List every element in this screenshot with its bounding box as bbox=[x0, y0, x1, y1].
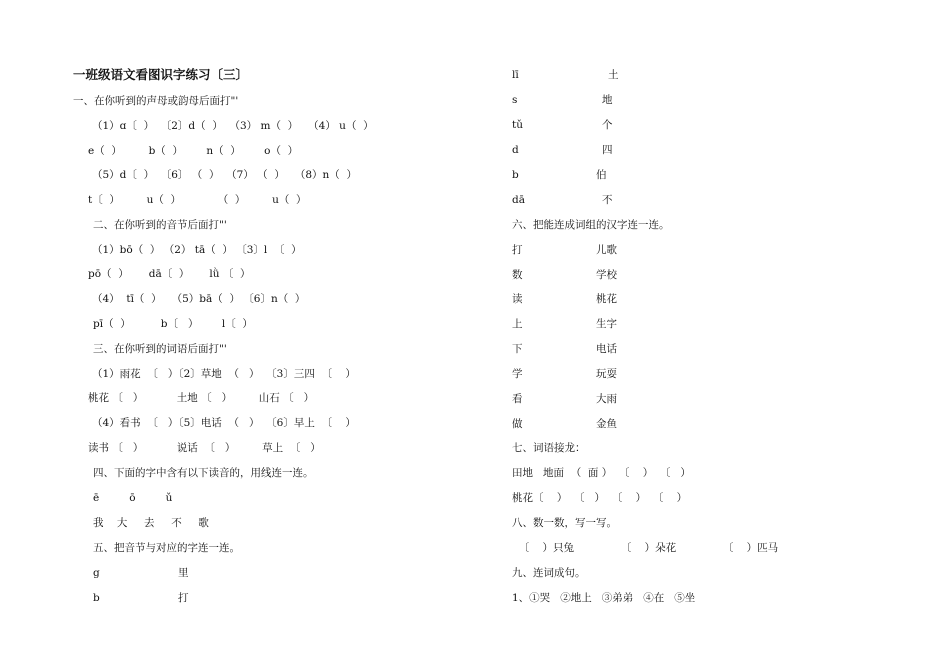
match-right: 地 bbox=[602, 94, 613, 106]
match-right: 大雨 bbox=[596, 393, 617, 405]
match-left: d bbox=[512, 144, 519, 156]
match-right: 儿歌 bbox=[596, 244, 617, 256]
match-right: 不 bbox=[602, 194, 613, 206]
section-1-line: （1）ɑ〔 ） 〔2〕d（ ） （3） m（ ） （4） u（ ） bbox=[92, 120, 374, 132]
match-left: 做 bbox=[512, 418, 523, 430]
section-2-line: （1）bō（ ） （2） tā（ ） 〔3〕l 〔 ） bbox=[92, 244, 302, 256]
section-1-heading: 一、在你听到的声母或韵母后面打"' bbox=[73, 95, 239, 107]
match-right: 金鱼 bbox=[596, 418, 617, 430]
section-9-heading: 九、连词成句。 bbox=[512, 567, 586, 579]
section-3-line: 读书 〔 ） 说话 〔 ） 草上 〔 ） bbox=[88, 442, 321, 454]
match-left: b bbox=[512, 169, 519, 181]
section-2-line: （4） tī（ ） （5）bā（ ） 〔6〕n（ ） bbox=[92, 293, 306, 305]
section-4-sounds: ē ō ǔ bbox=[93, 492, 173, 504]
match-left: 数 bbox=[512, 269, 523, 281]
section-4-heading: 四、下面的字中含有以下读音的，用线连一连。 bbox=[93, 467, 314, 479]
section-3-heading: 三、在你听到的词语后面打"' bbox=[93, 343, 227, 355]
section-2-line: pī（ ） b〔 ） l〔 ） bbox=[93, 318, 253, 330]
section-8-heading: 八、数一数，写一写。 bbox=[512, 517, 617, 529]
match-right: 伯 bbox=[596, 169, 607, 181]
section-7-heading: 七、词语接龙： bbox=[512, 442, 586, 454]
match-right: 个 bbox=[602, 119, 613, 131]
section-2-heading: 二、在你听到的音节后面打"' bbox=[93, 219, 227, 231]
match-left: 学 bbox=[512, 368, 523, 380]
section-7-line: 桃花〔 ） 〔 ） 〔 ） 〔 ） bbox=[512, 492, 688, 504]
section-9-line: 1、①哭 ②地上 ③弟弟 ④在 ⑤坐 bbox=[512, 592, 696, 604]
match-right: 学校 bbox=[596, 269, 617, 281]
section-3-line: （1）雨花 〔 ）〔2〕草地 （ ） 〔3〕三四 〔 ） bbox=[92, 368, 356, 380]
match-left: s bbox=[512, 94, 518, 106]
match-left: 打 bbox=[512, 244, 523, 256]
section-6-heading: 六、把能连成词组的汉字连一连。 bbox=[512, 219, 670, 231]
match-left: 读 bbox=[512, 293, 523, 305]
section-2-line: pō（ ） dā〔 ） lǜ 〔 ） bbox=[88, 268, 251, 280]
section-3-line: （4）看书 〔 ）〔5〕电话 （ ） 〔6〕早上 〔 ） bbox=[92, 417, 356, 429]
page-title: 一班级语文看图识字练习〔三〕 bbox=[73, 67, 249, 82]
section-3-line: 桃花 〔 ） 土地 〔 ） 山石 〔 ） bbox=[88, 392, 315, 404]
section-1-line: t〔 ） u（ ） （ ） u（ ） bbox=[88, 194, 307, 206]
match-left: 看 bbox=[512, 393, 523, 405]
match-right: 电话 bbox=[596, 343, 617, 355]
section-1-line: （5）d〔 ） 〔6〕 （ ） （7） （ ） （8）n（ ） bbox=[92, 169, 357, 181]
match-left: b bbox=[93, 592, 100, 604]
match-left: tǔ bbox=[512, 119, 523, 131]
match-left: lī bbox=[512, 69, 519, 81]
match-right: 桃花 bbox=[596, 293, 617, 305]
match-right: 四 bbox=[602, 144, 613, 156]
match-right: 打 bbox=[178, 592, 189, 604]
section-8-line: 〔 ）只兔 〔 ）朵花 〔 ）匹马 bbox=[512, 542, 779, 554]
section-1-line: e（ ） b（ ） n（ ） o（ ） bbox=[88, 145, 299, 157]
match-right: 土 bbox=[608, 69, 619, 81]
section-4-chars: 我 大 去 不 歌 bbox=[93, 517, 209, 529]
section-7-line: 田地 地面 （ 面 ） 〔 ） 〔 ） bbox=[512, 467, 691, 479]
match-left: 下 bbox=[512, 343, 523, 355]
match-right: 里 bbox=[178, 567, 189, 579]
match-left: dā bbox=[512, 194, 525, 206]
match-right: 生字 bbox=[596, 318, 617, 330]
section-5-heading: 五、把音节与对应的字连一连。 bbox=[93, 542, 240, 554]
match-left: g bbox=[93, 567, 100, 579]
match-left: 上 bbox=[512, 318, 523, 330]
match-right: 玩耍 bbox=[596, 368, 617, 380]
